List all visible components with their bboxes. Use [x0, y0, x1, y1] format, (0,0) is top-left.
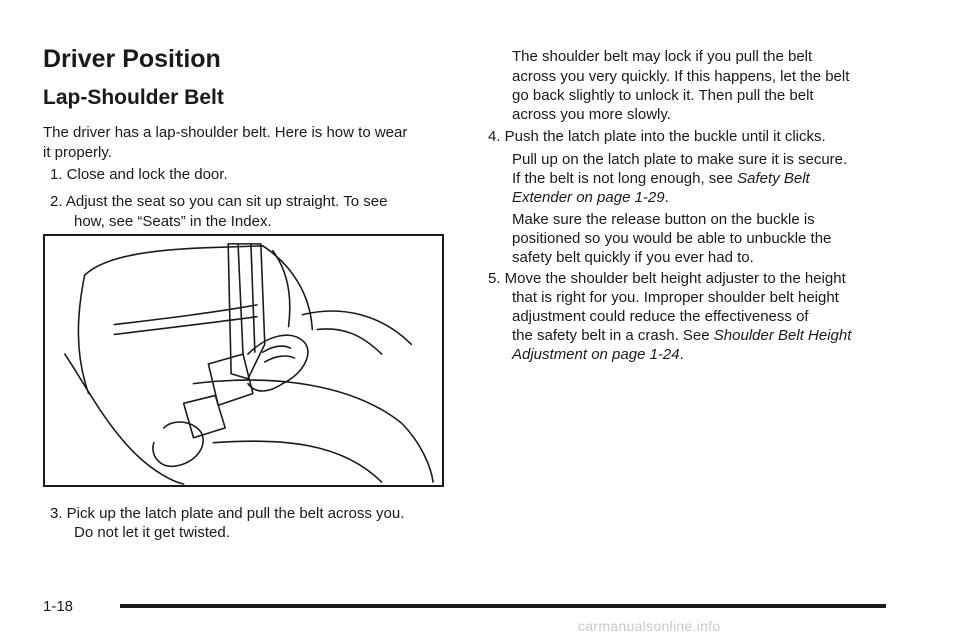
step-5-line-1: 5. Move the shoulder belt height adjuster to the height [488, 270, 846, 287]
shoulder-belt [228, 244, 265, 379]
secure-line-3 [512, 188, 669, 208]
step-5-line-5-end: . [679, 346, 684, 363]
release-para-line-2: positioned so you would be able to unbuckle the [512, 230, 832, 247]
step-5-line-2: that is right for you. Improper shoulder belt height [512, 289, 839, 306]
seatbelt-drawing [45, 236, 442, 485]
shoulder-belt-height-ref-link[interactable]: Shoulder Belt Height [713, 327, 852, 344]
section-heading: Lap-Shoulder Belt [43, 86, 224, 109]
page-title: Driver Position [43, 45, 221, 73]
step-1: 1. Close and lock the door. [50, 166, 228, 183]
step-3-line-1: 3. Pick up the latch plate and pull the belt across you. [50, 505, 405, 522]
seatbelt-illustration [43, 234, 444, 487]
finger-1 [263, 346, 291, 352]
step-5-line-5 [512, 345, 684, 365]
step-5-line-4 [512, 326, 851, 346]
sleeve-outline [302, 311, 411, 344]
left-arm-outline [78, 275, 88, 393]
adjustment-page-ref-link[interactable]: Adjustment on page 1-24 [512, 346, 680, 363]
secure-line-2-text: If the belt is not long enough, see [512, 170, 738, 187]
step-5-line-3: adjustment could reduce the effectiveness of [512, 308, 809, 325]
belt-stitch-2 [251, 244, 255, 352]
buckle [184, 395, 226, 437]
footer-rule [120, 604, 886, 608]
lock-para-line-1: The shoulder belt may lock if you pull the belt [512, 48, 813, 65]
step-2-line-2: how, see “Seats” in the Index. [74, 213, 272, 230]
left-hand [153, 422, 203, 466]
lap-belt-line-bottom [114, 317, 257, 335]
lock-para-line-4: across you more slowly. [512, 106, 671, 123]
release-para-line-1: Make sure the release button on the buckle is [512, 211, 815, 228]
release-para-line-3: safety belt quickly if you ever had to. [512, 249, 754, 266]
jacket-seam [273, 251, 290, 327]
intro-line-1: The driver has a lap-shoulder belt. Here is how to wear [43, 124, 408, 141]
belt-stitch-1 [238, 244, 243, 354]
safety-belt-ref-link[interactable]: Safety Belt [737, 170, 810, 187]
leg-outline-bottom [213, 441, 381, 482]
step-5-line-4-text: the safety belt in a crash. See [512, 327, 714, 344]
sleeve-fold [317, 329, 381, 354]
lap-belt-line-top [114, 305, 257, 325]
lock-para-line-3: go back slightly to unlock it. Then pull the belt [512, 87, 814, 104]
step-2-line-1: 2. Adjust the seat so you can sit up straight. To see [50, 193, 388, 210]
step-4: 4. Push the latch plate into the buckle until it clicks. [488, 128, 826, 145]
watermark: carmanualsonline.info [578, 618, 721, 634]
page-number: 1-18 [43, 598, 74, 615]
step-3-line-2: Do not let it get twisted. [74, 524, 230, 541]
leg-outline-top [194, 380, 434, 482]
extender-page-ref-link[interactable]: Extender on page 1-29 [512, 189, 665, 206]
lock-para-line-2: across you very quickly. If this happens, let the belt [512, 68, 850, 85]
secure-line-3-end: . [664, 189, 669, 206]
secure-line-2 [512, 169, 810, 189]
intro-line-2: it properly. [43, 144, 112, 161]
finger-2 [265, 356, 295, 362]
secure-line-1: Pull up on the latch plate to make sure it is secure. [512, 151, 848, 168]
